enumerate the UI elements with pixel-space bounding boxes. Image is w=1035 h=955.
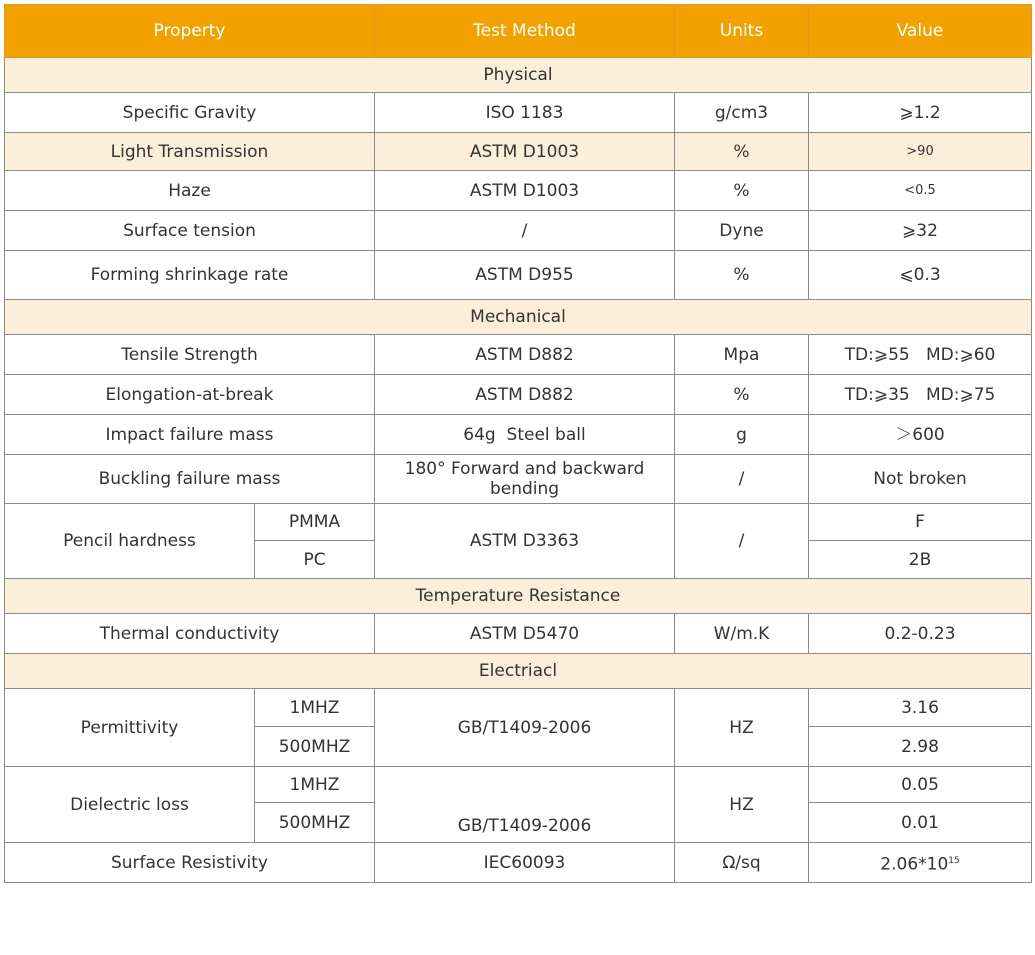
value-cell: >90 — [809, 133, 1032, 171]
section-electrical — [5, 654, 1032, 689]
value-cell: ⩽0.3 — [809, 251, 1032, 300]
method-cell: ASTM D882 — [375, 375, 675, 415]
method-cell: ASTM D5470 — [375, 614, 675, 654]
property-cell: Thermal conductivity — [5, 614, 375, 654]
units-cell: / — [675, 504, 809, 579]
value-exponent: 15 — [948, 855, 960, 866]
value-cell: F — [809, 504, 1032, 541]
property-cell: Haze — [5, 171, 375, 211]
units-cell: g/cm3 — [675, 93, 809, 133]
header-test-method: Test Method — [375, 5, 675, 58]
property-cell: Impact failure mass — [5, 415, 375, 455]
sub-property-cell: 500MHZ — [255, 803, 375, 843]
units-cell: HZ — [675, 767, 809, 843]
table-row — [5, 843, 1032, 883]
spec-table — [4, 4, 1032, 883]
section-title: Physical — [5, 58, 1032, 93]
table-row — [5, 455, 1032, 504]
units-cell: % — [675, 375, 809, 415]
sub-property-cell: PMMA — [255, 504, 375, 541]
section-temperature — [5, 579, 1032, 614]
method-cell: ASTM D3363 — [375, 504, 675, 579]
method-cell: IEC60093 — [375, 843, 675, 883]
table-row — [5, 614, 1032, 654]
value-cell: ＞600 — [809, 415, 1032, 455]
units-cell: g — [675, 415, 809, 455]
property-cell: Buckling failure mass — [5, 455, 375, 504]
table-row — [5, 415, 1032, 455]
section-title: Electriacl — [5, 654, 1032, 689]
value-cell — [809, 843, 1032, 883]
header-value: Value — [809, 5, 1032, 58]
table-row — [5, 171, 1032, 211]
sub-property-cell: 1MHZ — [255, 767, 375, 803]
value-cell: ⩾1.2 — [809, 93, 1032, 133]
value-cell: 0.05 — [809, 767, 1032, 803]
value-cell: 0.2-0.23 — [809, 614, 1032, 654]
method-cell: ASTM D882 — [375, 335, 675, 375]
table-row — [5, 767, 1032, 803]
section-mechanical — [5, 300, 1032, 335]
units-cell: % — [675, 133, 809, 171]
property-cell: Forming shrinkage rate — [5, 251, 375, 300]
property-cell: Permittivity — [5, 689, 255, 767]
property-cell: Pencil hardness — [5, 504, 255, 579]
units-cell: W/m.K — [675, 614, 809, 654]
property-cell: Dielectric loss — [5, 767, 255, 843]
table-row — [5, 251, 1032, 300]
value-cell: Not broken — [809, 455, 1032, 504]
method-cell: ASTM D955 — [375, 251, 675, 300]
sub-property-cell: 500MHZ — [255, 727, 375, 767]
header-units: Units — [675, 5, 809, 58]
value-cell: TD:⩾55 MD:⩾60 — [809, 335, 1032, 375]
value-cell: 2B — [809, 541, 1032, 579]
value-cell: ⩾32 — [809, 211, 1032, 251]
method-cell: GB/T1409-2006 — [375, 767, 675, 843]
section-title: Mechanical — [5, 300, 1032, 335]
table-row — [5, 375, 1032, 415]
property-cell: Light Transmission — [5, 133, 375, 171]
units-cell: % — [675, 171, 809, 211]
property-cell: Elongation-at-break — [5, 375, 375, 415]
units-cell: / — [675, 455, 809, 504]
value-cell: 2.98 — [809, 727, 1032, 767]
sub-property-cell: 1MHZ — [255, 689, 375, 727]
section-physical — [5, 58, 1032, 93]
table-row — [5, 133, 1032, 171]
table-row — [5, 211, 1032, 251]
value-cell: 3.16 — [809, 689, 1032, 727]
method-cell: 180° Forward and backward bending — [375, 455, 675, 504]
property-cell: Surface tension — [5, 211, 375, 251]
method-cell: ISO 1183 — [375, 93, 675, 133]
header-property: Property — [5, 5, 375, 58]
value-cell: TD:⩾35 MD:⩾75 — [809, 375, 1032, 415]
value-cell: 0.01 — [809, 803, 1032, 843]
value-cell: <0.5 — [809, 171, 1032, 211]
units-cell: % — [675, 251, 809, 300]
property-cell: Surface Resistivity — [5, 843, 375, 883]
table-row — [5, 689, 1032, 727]
table-row — [5, 93, 1032, 133]
method-cell: / — [375, 211, 675, 251]
section-title: Temperature Resistance — [5, 579, 1032, 614]
units-cell: Dyne — [675, 211, 809, 251]
sub-property-cell: PC — [255, 541, 375, 579]
method-cell: 64g Steel ball — [375, 415, 675, 455]
units-cell: Mpa — [675, 335, 809, 375]
table-row — [5, 335, 1032, 375]
header-row — [5, 5, 1032, 58]
property-cell: Specific Gravity — [5, 93, 375, 133]
units-cell: HZ — [675, 689, 809, 767]
property-cell: Tensile Strength — [5, 335, 375, 375]
method-cell: GB/T1409-2006 — [375, 689, 675, 767]
units-cell: Ω/sq — [675, 843, 809, 883]
table-row — [5, 504, 1032, 541]
method-cell: ASTM D1003 — [375, 133, 675, 171]
value-base: 2.06*10 — [880, 854, 949, 875]
method-cell: ASTM D1003 — [375, 171, 675, 211]
